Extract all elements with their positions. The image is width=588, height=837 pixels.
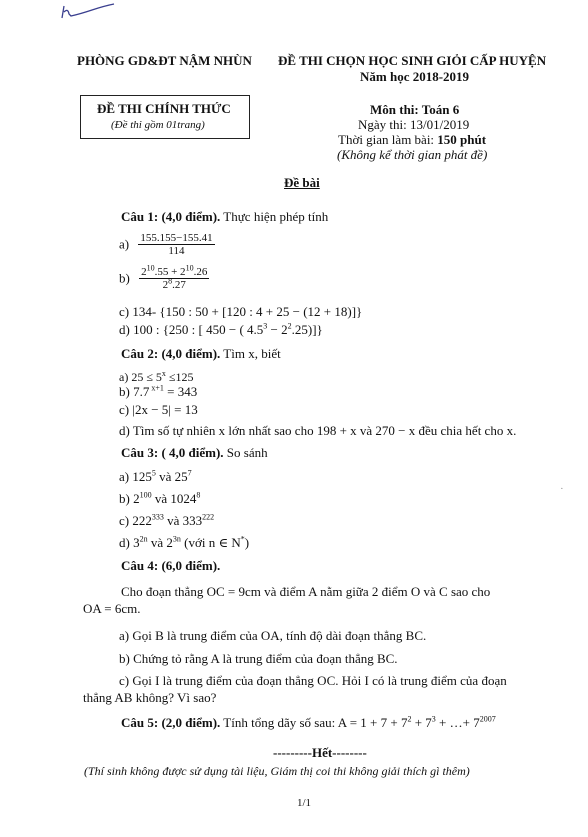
q4-c-line-2: thẳng AB không? Vì sao?: [83, 690, 217, 705]
q1-a: a) $\frac{155.155-155.41}{114}$: [119, 232, 213, 257]
q4-intro-line-1: Cho đoạn thẳng OC = 9cm và điểm A nằm giữa 2 điểm O và C sao cho: [121, 584, 491, 599]
q4-intro-line-2: OA = 6cm.: [83, 601, 141, 616]
q3-c: c) $222^{333}$ và $333^{222}$: [119, 512, 215, 528]
handwritten-scribble: [58, 2, 118, 24]
q4-c-line-1: c) Gọi I là trung điểm của đoạn thẳng OC. Hỏi I có là trung điểm của đoạn: [119, 673, 507, 688]
q3-d: d) $3^{2n}$ và $2^{3n}$ (với n ∈ N*): [119, 534, 250, 550]
q5: Câu 5: (2,0 điểm). Tính tổng dãy số sau: $A = 1 + 7 + 7^2 + 7^3$ + …+ $7^{2007}$: [121, 714, 496, 730]
exam-date: Ngày thi: 13/01/2019: [358, 117, 470, 132]
q1-b: b) $\frac{2^{10}.55 + 2^{10}.26}{2^8.27}$: [119, 263, 208, 291]
q2-c: c) |2x − 5| = 13: [119, 402, 198, 417]
subject: Môn thi: Toán 6: [370, 102, 460, 117]
q1-c: c) 134- {150 : 50 + [120 : 4 + 25 − (12 + 18)]}: [119, 304, 363, 319]
pages-note: (Đề thi gồm 01trang): [111, 119, 205, 131]
school-year: Năm học 2018-2019: [360, 69, 470, 84]
q4-b: b) Chứng tỏ rằng A là trung điểm của đoạn thẳng BC.: [119, 651, 398, 666]
q1-heading: Câu 1: (4,0 điểm). Thực hiện phép tính: [121, 209, 329, 224]
department-name: PHÒNG GD&ĐT NẬM NHÙN: [77, 53, 252, 68]
q2-heading: Câu 2: (4,0 điểm). Tìm x, biết: [121, 346, 281, 361]
q4-heading: Câu 4: (6,0 điểm).: [121, 558, 221, 573]
q1-a-fraction: $\frac{155.155-155.41}{114}$: [140, 232, 213, 257]
q4-a: a) Gọi B là trung điểm của OA, tính độ dài đoạn thẳng BC.: [119, 628, 427, 643]
q1-d: d) 100 : {250 : [ 450 − ( $4.5^3 - 2^2.25$)]}: [119, 321, 323, 337]
q3-heading: Câu 3: ( 4,0 điểm). So sánh: [121, 445, 268, 460]
footer-note: (Thí sinh không được sử dụng tài liệu, Giám thị coi thi không giải thích gì thêm): [84, 764, 470, 778]
q2-d: d) Tìm số tự nhiên x lớn nhất sao cho 198 + x và 270 − x đều chia hết cho x.: [119, 423, 517, 438]
duration: Thời gian làm bài: 150 phút: [338, 132, 487, 147]
page-number: 1/1: [297, 797, 312, 809]
section-title: Đề bài: [284, 175, 320, 190]
official-label: ĐỀ THI CHÍNH THỨC: [97, 101, 231, 116]
stray-mark: ·: [560, 483, 564, 495]
end-mark: ---------Hết--------: [273, 745, 367, 760]
duration-note: (Không kể thời gian phát đề): [337, 147, 488, 162]
q3-b: b) $2^{100}$ và 1024$^8$: [119, 490, 201, 506]
q2-b: b) 7.7 $^{x+1}$ = 343: [119, 383, 198, 399]
q3-a: a) $125^5$ và $25^7$: [119, 468, 192, 484]
exam-title: ĐỀ THI CHỌN HỌC SINH GIỎI CẤP HUYỆN: [278, 53, 547, 68]
q1-b-fraction: $\frac{2^{10}.55 + 2^{10}.26}{2^8.27}$: [141, 263, 208, 291]
q2-a: a) $25 \le 5^x \le 125$: [119, 369, 194, 384]
